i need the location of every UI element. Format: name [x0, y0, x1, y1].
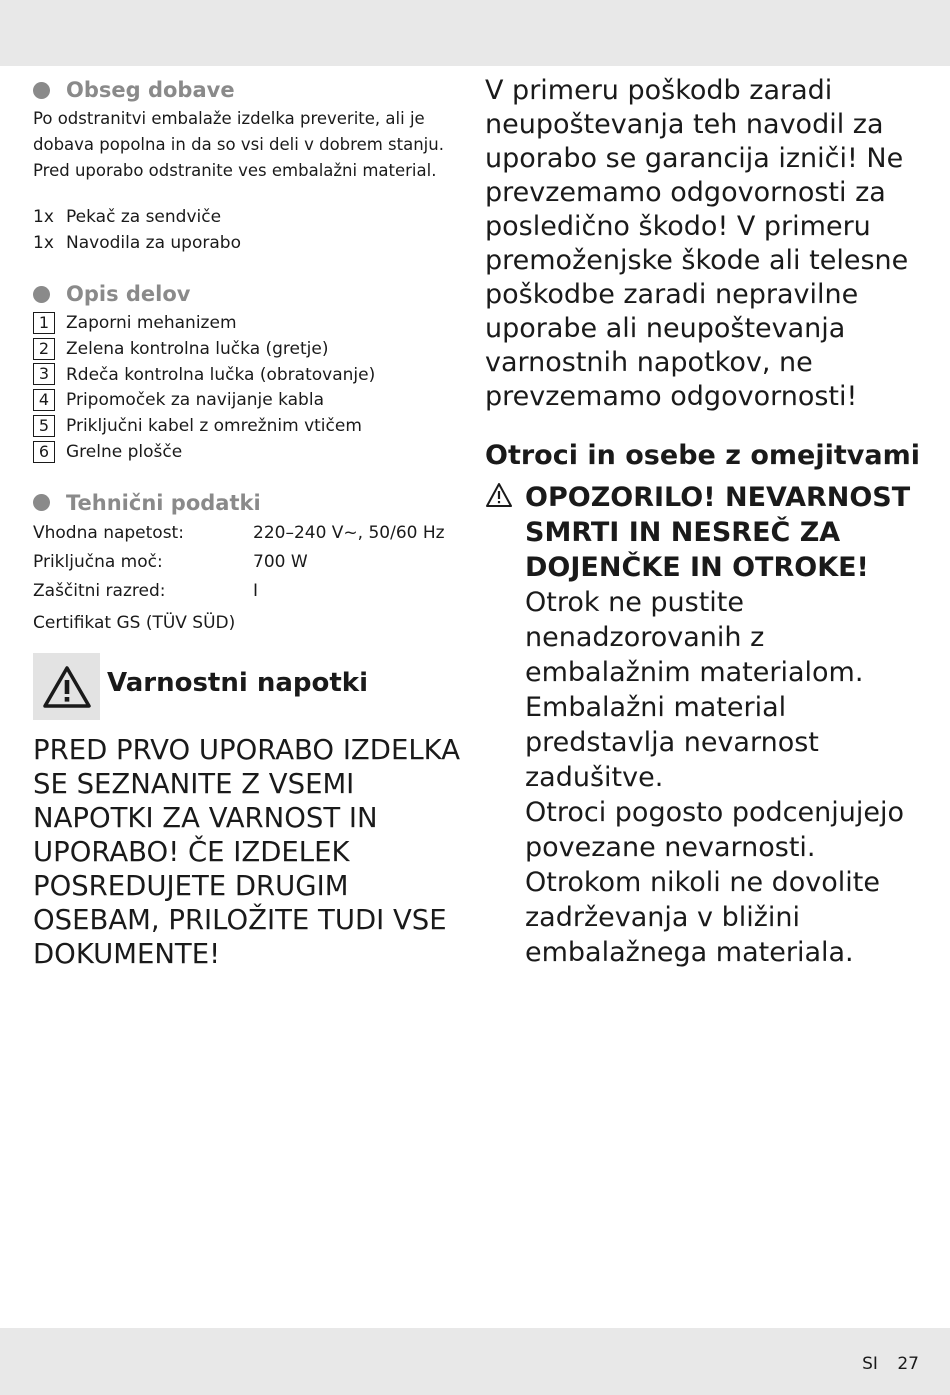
spec-row [33, 577, 465, 606]
part-name: Grelne plošče [66, 441, 183, 462]
safety-heading: Varnostni napotki [107, 668, 368, 698]
footer [862, 1354, 919, 1374]
scope-heading-text: Obseg dobave [66, 78, 235, 102]
left-column [33, 74, 465, 638]
tech-heading [33, 487, 465, 519]
page-number: 27 [897, 1354, 919, 1374]
part-name: Priključni kabel z omrežnim vtičem [66, 416, 362, 437]
spec-value: 220–240 V~, 50/60 Hz [253, 522, 445, 543]
spec-label: Zaščitni razred: [33, 580, 166, 601]
spec-label: Vhodna napetost: [33, 522, 184, 543]
warning-text: Otroci pogosto podcenjujejo povezane nevarnosti. Otrokom nikoli ne dovolite zadrževanja v bližini embalažnega materiala. [525, 797, 904, 968]
scope-text: Po odstranitvi embalaže izdelka preverite, ali je dobava popolna in da so vsi deli v dobrem stanju. Pred uporabo odstranite ves embalažni material. [33, 109, 444, 180]
item-qty: 1x [33, 207, 54, 227]
spec-label: Priključna moč: [33, 551, 163, 572]
list-item [33, 362, 465, 388]
list-item [33, 230, 465, 256]
item-name: Navodila za uporabo [66, 233, 241, 253]
warning-box [33, 653, 100, 720]
certificate: Certifikat GS (TÜV SÜD) [33, 612, 236, 633]
parts-heading-text: Opis delov [66, 282, 191, 306]
tech-heading-text: Tehnični podatki [66, 490, 261, 515]
part-name: Pripomoček za navijanje kabla [66, 390, 324, 411]
warning-title: OPOZORILO! NEVARNOST SMRTI IN NESREČ ZA DOJENČKE IN OTROKE! [525, 482, 911, 583]
spec-value: 700 W [253, 551, 308, 572]
list-item [33, 204, 465, 230]
safety-caps-notice: PRED PRVO UPORABO IZDELKA SE SEZNANITE Z VSEMI NAPOTKI ZA VARNOST IN UPORABO! ČE IZDELEK POSREDUJETE DRUGIM OSEBAM, PRILOŽITE TUDI VSE DOKUMENTE! [33, 734, 461, 970]
part-number: 2 [33, 338, 55, 360]
part-number: 4 [33, 389, 55, 411]
part-number: 6 [33, 441, 55, 463]
bullet-dot-icon [33, 286, 50, 303]
part-number: 1 [33, 312, 55, 334]
right-column [485, 74, 925, 970]
spec-row [33, 519, 465, 548]
footer-language: SI [862, 1354, 878, 1374]
list-item [33, 336, 465, 362]
list-item [33, 310, 465, 336]
list-item [33, 387, 465, 413]
item-name: Pekač za sendviče [66, 207, 222, 227]
part-name: Zelena kontrolna lučka (gretje) [66, 338, 329, 359]
warning-text: Otrok ne pustite nenadzorovanih z embalažnim materialom. Embalažni material predstavlja nevarnost zadušitve. [525, 587, 864, 793]
spec-row [33, 548, 465, 577]
part-name: Rdeča kontrolna lučka (obratovanje) [66, 364, 376, 385]
list-item [33, 439, 465, 465]
part-number: 3 [33, 363, 55, 385]
header-band [0, 0, 950, 66]
parts-list [33, 310, 465, 465]
footer-band [0, 1328, 950, 1395]
list-item [33, 413, 465, 439]
spec-value: I [253, 580, 259, 601]
scope-heading [33, 74, 465, 106]
warning-triangle-icon [485, 482, 513, 508]
warranty-text: V primeru poškodb zaradi neupoštevanja teh navodil za uporabo se garancija izniči! Ne prevzemamo odgovornosti za posledično škodo! V primeru premoženjske škode ali telesne poškodbe zaradi nepravilne uporabe ali neupoštevanja varnostnih napotkov, ne prevzemamo odgovornosti! [485, 75, 909, 412]
part-number: 5 [33, 415, 55, 437]
bullet-dot-icon [33, 494, 50, 511]
part-name: Zaporni mehanizem [66, 312, 237, 333]
children-heading: Otroci in osebe z omejitvami [485, 440, 920, 471]
bullet-dot-icon [33, 82, 50, 99]
item-qty: 1x [33, 233, 54, 253]
parts-heading [33, 278, 465, 310]
child-warning [485, 480, 925, 970]
warning-triangle-icon [42, 665, 92, 709]
